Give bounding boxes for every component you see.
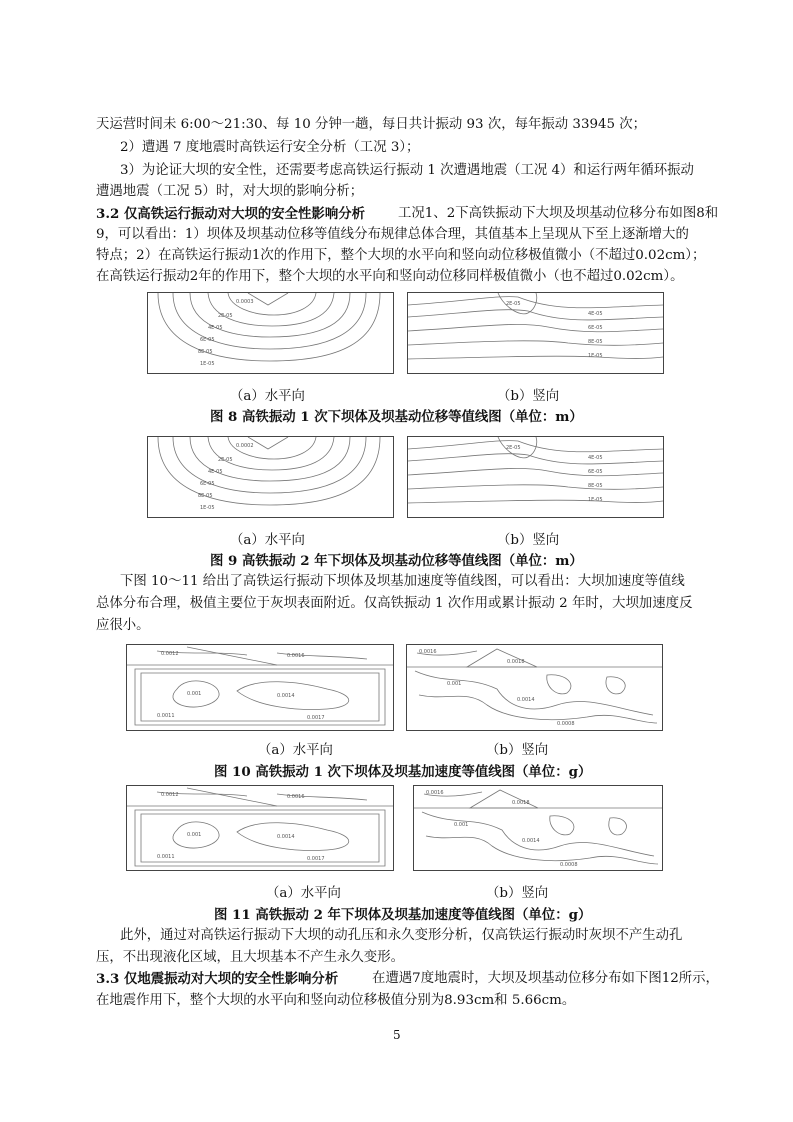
contour-label: 0.0002 — [236, 443, 254, 449]
contour-label: 0.0008 — [560, 862, 578, 868]
subcaption-a: （a）水平向 — [258, 743, 333, 758]
figure-caption: 图 11 高铁振动 2 年下坝体及坝基加速度等值线图（单位：g） — [214, 907, 592, 923]
paragraph-line: 遭遇地震（工况 5）时，对大坝的影响分析； — [96, 184, 364, 199]
contour-label: 0.0016 — [419, 649, 437, 655]
contour-label: 2E-05 — [506, 445, 521, 451]
contour-label: 1E-05 — [200, 361, 215, 367]
contour-label: 6E-05 — [588, 325, 603, 331]
paragraph-line: 压，不出现液化区域，且大坝基本不产生永久变形。 — [96, 950, 404, 965]
contour-label: 0.0014 — [517, 697, 535, 703]
contour-label: 0.0012 — [161, 792, 179, 798]
subcaption-a: （a）水平向 — [266, 886, 341, 901]
contour-label: 0.0016 — [426, 790, 444, 796]
subcaption-b: （b）竖向 — [497, 389, 560, 404]
figure-10b-vertical-accel — [406, 644, 663, 731]
figure-8a-horizontal-contour — [147, 292, 394, 374]
contour-label: 8E-05 — [588, 483, 603, 489]
paragraph-line: 天运营时间未 6:00～21:30、每 10 分钟一趟，每日共计振动 93 次，每年振动 33945 次； — [96, 117, 647, 132]
figure-10a-horizontal-accel — [126, 644, 394, 731]
contour-label: 0.0016 — [287, 794, 305, 800]
contour-label: 4E-05 — [208, 469, 223, 475]
subcaption-a: （a）水平向 — [230, 389, 305, 404]
contour-label: 0.0018 — [507, 659, 525, 665]
contour-label: 2E-05 — [218, 313, 233, 319]
paragraph-line: 在地震作用下，整个大坝的水平向和竖向动位移极值分别为8.93cm和 5.66cm。 — [96, 993, 576, 1008]
paragraph-line: 此外，通过对高铁运行振动下大坝的动孔压和永久变形分析，仅高铁运行振动时灰坝不产生动孔 — [120, 928, 683, 943]
contour-label: 0.0014 — [277, 693, 295, 699]
contour-label: 0.0011 — [157, 713, 175, 719]
contour-label: 0.0018 — [512, 800, 530, 806]
contour-label: 0.0008 — [557, 721, 575, 727]
paragraph-line: 工况1、2下高铁振动下大坝及坝基动位移分布如图8和 — [398, 206, 719, 221]
figure-11a-horizontal-accel — [126, 785, 394, 871]
contour-label: 8E-05 — [198, 493, 213, 499]
contour-label: 0.0016 — [287, 653, 305, 659]
section-heading-3-2: 3.2 仅高铁运行振动对大坝的安全性影响分析 — [96, 206, 365, 222]
figure-9a-horizontal-contour — [147, 436, 394, 518]
contour-label: 0.0014 — [522, 838, 540, 844]
paragraph-line: 在高铁运行振动2年的作用下，整个大坝的水平向和竖向动位移同样极值微小（也不超过0.02cm）。 — [96, 269, 684, 284]
contour-label: 2E-05 — [506, 301, 521, 307]
contour-label: 6E-05 — [588, 469, 603, 475]
paragraph-line: 下图 10～11 给出了高铁运行振动下坝体及坝基加速度等值线图，可以看出：大坝加速度等值线 — [120, 574, 685, 589]
paragraph-line: 9，可以看出：1）坝体及坝基动位移等值线分布规律总体合理，其值基本上呈现从下至上逐渐增大的 — [96, 227, 689, 242]
subcaption-a: （a）水平向 — [230, 533, 305, 548]
paragraph-line: 应很小。 — [96, 618, 150, 633]
contour-label: 4E-05 — [208, 325, 223, 331]
contour-label: 6E-05 — [200, 337, 215, 343]
page-number: 5 — [393, 1028, 401, 1042]
contour-label: 1E-05 — [200, 505, 215, 511]
figure-11b-vertical-accel — [413, 785, 663, 871]
figure-caption: 图 10 高铁振动 1 次下坝体及坝基加速度等值线图（单位：g） — [214, 764, 592, 780]
contour-label: 0.0014 — [277, 834, 295, 840]
contour-label: 0.001 — [187, 832, 202, 838]
contour-label: 0.001 — [187, 691, 202, 697]
paragraph-line: 3）为论证大坝的安全性，还需要考虑高铁运行振动 1 次遭遇地震（工况 4）和运行两年循环振动 — [120, 163, 694, 178]
contour-label: 0.0011 — [157, 854, 175, 860]
contour-label: 6E-05 — [200, 481, 215, 487]
contour-label: 1E-05 — [588, 353, 603, 359]
contour-label: 0.001 — [454, 822, 469, 828]
contour-label: 2E-05 — [218, 457, 233, 463]
paragraph-line: 总体分布合理，极值主要位于灰坝表面附近。仅高铁振动 1 次作用或累计振动 2 年时，大坝加速度反 — [96, 596, 693, 611]
paragraph-line: 2）遭遇 7 度地震时高铁运行安全分析（工况 3）； — [120, 140, 420, 155]
contour-label: 0.0003 — [236, 299, 254, 305]
contour-label: 1E-05 — [588, 497, 603, 503]
section-heading-3-3: 3.3 仅地震振动对大坝的安全性影响分析 — [96, 971, 339, 987]
figure-caption: 图 9 高铁振动 2 年下坝体及坝基动位移等值线图（单位：m） — [210, 553, 583, 569]
contour-label: 0.001 — [447, 681, 462, 687]
subcaption-b: （b）竖向 — [497, 533, 560, 548]
contour-label: 8E-05 — [588, 339, 603, 345]
paragraph-line: 在遭遇7度地震时，大坝及坝基动位移分布如下图12所示， — [372, 971, 719, 986]
contour-label: 4E-05 — [588, 455, 603, 461]
contour-label: 0.0017 — [307, 715, 325, 721]
figure-8b-vertical-contour — [407, 292, 664, 374]
subcaption-b: （b）竖向 — [486, 743, 549, 758]
paragraph-line: 特点；2）在高铁运行振动1次的作用下，整个大坝的水平向和竖向动位移极值微小（不超过0.02cm）； — [96, 248, 706, 263]
contour-label: 0.0017 — [307, 856, 325, 862]
contour-label: 0.0012 — [161, 651, 179, 657]
figure-9b-vertical-contour — [407, 436, 664, 518]
contour-label: 8E-05 — [198, 349, 213, 355]
figure-caption: 图 8 高铁振动 1 次下坝体及坝基动位移等值线图（单位：m） — [210, 409, 583, 425]
contour-label: 4E-05 — [588, 311, 603, 317]
subcaption-b: （b）竖向 — [486, 886, 549, 901]
